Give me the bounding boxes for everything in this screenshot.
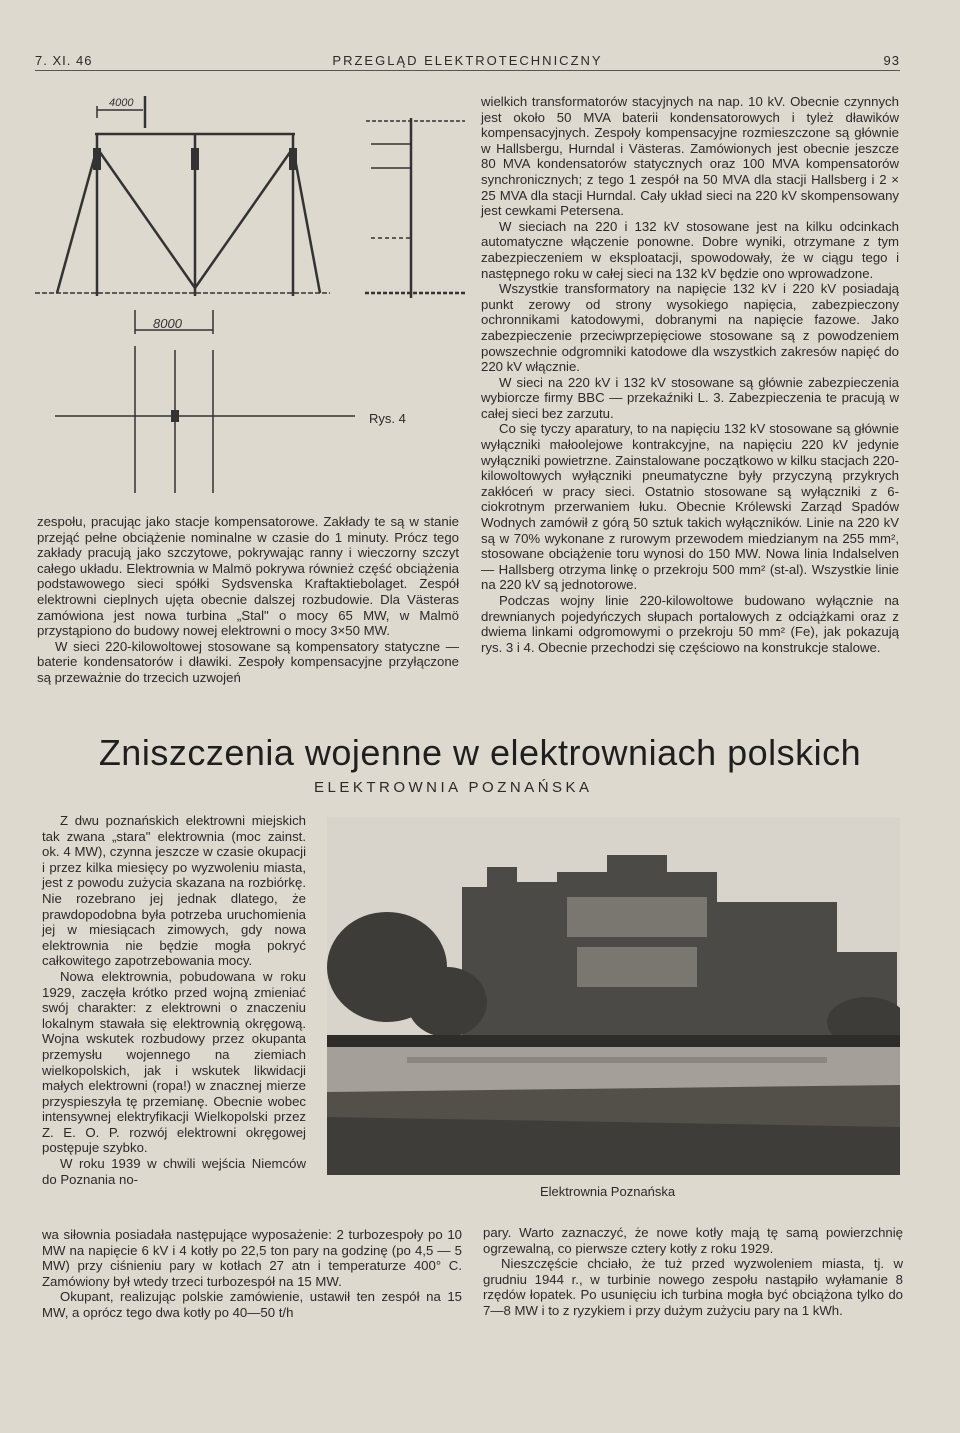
paragraph: W sieciach na 220 i 132 kV stosowane jest na kilku odcinkach automatyczne włączenie ponowne. Dobre wyniki, otrzymane z tym zabezpieczeniem w eksploatacji, spowodowały, że w ciągu tego i następnego roku w całej sieci na 132 kV będzie ono wprowadzone. xyxy=(481,218,899,281)
header-journal-title: PRZEGLĄD ELEKTROTECHNICZNY xyxy=(332,53,603,68)
paragraph: pary. Warto zaznaczyć, że nowe kotły mają tę samą powierzchnię ogrzewalną, co pierwsze cztery kotły z roku 1929. xyxy=(483,1225,903,1256)
paragraph: Co się tyczy aparatury, to na napięciu 132 kV stosowane są głównie wyłączniki małoolejowe kontrakcyjne, na napięciu 220 kV jedynie wyłączniki powietrzne. Zainstalowane początkowo w kilku stacjach 220-kilowoltowych wyłączniki pneumatyczne były przyczyną przykrych zakłóceń w pracy sieci. Ostatnio stosowane są wyłączniki z 6-ciokrotnym przerwaniem łuku. Obecnie Królewski Zarząd Spadów Wodnych zamówił z górą 50 sztuk takich wyłączników. Linie na 220 kV są w 70% wykonane z rurowym przewodem miedzianym na 255 mm², stosowane obciążenie toru wynosi do 150 MW. Nowa linia Indalselven — Hallsberg otrzyma linkę o przekroju 500 mm² (st-al). Wszystkie linie na 220 kV są jednotorowe. xyxy=(481,421,899,593)
article-left-column-continued xyxy=(42,1227,462,1321)
paragraph: W roku 1939 w chwili wejścia Niemców do Poznania no- xyxy=(42,1156,306,1187)
article-left-column xyxy=(42,813,306,1187)
pole-structure-figure xyxy=(35,88,465,498)
figure-caption: Rys. 4 xyxy=(369,411,406,426)
article-right-column xyxy=(483,1225,903,1319)
photo-caption: Elektrownia Poznańska xyxy=(540,1184,676,1199)
paragraph: wielkich transformatorów stacyjnych na nap. 10 kV. Obecnie czynnych jest około 50 MVA baterii kondensatorowych i tyleż dławików kompensacyjnych. Zespoły kompensacyjne rozmieszczone są głównie w Hallsbergu, Hurndal i Västeras. Zamówionych jest obecnie jeszcze 80 MVA kondensatorów statycznych oraz 100 MVA kompensatorów synchronicznych; z tego 1 zespół na 50 MVA dla stacji Hallsberg i 2 × 25 MVA dla stacji Hurndal. Cały układ sieci na 220 kV skompensowany jest cewkami Petersena. xyxy=(481,94,899,219)
header-page-number: 93 xyxy=(883,53,900,68)
paragraph: W sieci na 220 kV i 132 kV stosowane są głównie zabezpieczenia wybiorcze firmy BBC — przekaźniki L. 3. Zabezpieczenia te pracują w całej sieci bez zarzutu. xyxy=(481,374,899,421)
power-plant-photo xyxy=(327,817,900,1175)
paragraph: Podczas wojny linie 220-kilowoltowe budowano wyłącznie na drewnianych pojedyńczych słupach portalowych z odciążkami oraz z dwiema linkami odgromowymi o przekroju 50 mm² (Fe), jak pokazują rys. 3 i 4. Obecnie przechodzi się częściowo na konstrukcje stalowe. xyxy=(481,593,899,655)
paragraph: Nowa elektrownia, pobudowana w roku 1929, zaczęła krótko przed wojną zmieniać swój charakter: z elektrowni o znaczeniu lokalnym stawała się elektrownią okręgową. Wojna wskutek rozbudowy przez okupanta przemysłu wojennego na ziemiach wielkopolskich, jak i wskutek likwidacji małych elektrowni (ropa!) w znacznej mierze przyspieszyła tę przemianę. Obecnie wobec intensywnej elektryfikacji Wielkopolski przez Z. E. O. P. rozwój elektrowni okręgowej postępuje szybko. xyxy=(42,968,306,1156)
right-column-top-text xyxy=(481,94,899,655)
paragraph: Wszystkie transformatory na napięcie 132 kV i 220 kV posiadają punkt zerowy od strony wysokiego napięcia, zabezpieczony ochronnikami katodowymi, dobranymi na napięcie fazowe. Jako zabezpieczenie przeciwprzepięciowe stosowane są z powodzeniem powszechnie odgromniki katodowe dla wszystkich zakresów napięć do 220 kV włącznie. xyxy=(481,281,899,375)
header-date: 7. XI. 46 xyxy=(35,53,93,68)
article-subtitle: ELEKTROWNIA POZNAŃSKA xyxy=(314,779,593,796)
paragraph: Z dwu poznańskich elektrowni miejskich tak zwana „stara" elektrownia (moc zainst. ok. 4 MW), czynna jeszcze w czasie okupacji i przez kilka miesięcy po wyzwoleniu miasta, jest z powodu zużycia skazana na rozbiórkę. Nie rozebrano jej jednak dlatego, że prawdopodobna była potrzeba uruchomienia jej w miesiącach zimowych, gdy nowa elektrownia nie będzie mogła pokryć całkowitego zapotrzebowania mocy. xyxy=(42,813,306,969)
article-title: Zniszczenia wojenne w elektrowniach polskich xyxy=(98,732,862,773)
paragraph: zespołu, pracując jako stacje kompensatorowe. Zakłady te są w stanie przejąć pełne obciążenie nominalne w czasie do 1 minuty. Prócz tego zakłady pracują jako szczytowe, pokrywając ranny i wieczorny szczyt całego układu. Elektrownia w Malmö pokrywa również część obciążenia podstawowego sieci spółki Sydsvenska Kraftaktiebolaget. Zespół elektrowni cieplnych ujęta obecnie dalszej rozbudowie. Dla Västeras zamówiona jest nowa turbina „Stal" o mocy 65 MW, w Malmö przystąpiono do budowy nowej elektrowni o mocy 3×50 MW. xyxy=(37,514,459,639)
paragraph: W sieci 220-kilowoltowej stosowane są kompensatory statyczne — baterie kondensatorów i dławiki. Zespoły kompensacyjne przyłączone są przeważnie do trzecich uzwojeń xyxy=(37,638,459,685)
dimension-bottom-label: 8000 xyxy=(153,316,182,331)
running-header xyxy=(35,50,900,71)
paragraph: wa siłownia posiadała następujące wyposażenie: 2 turbozespoły po 10 MW na napięcie 6 kV i 4 kotły po 22,5 ton pary na godzinę (po 4,5 — 5 MW) przy ciśnieniu pary w kotłach 27 atn i temperaturze 400° C. Zamówiony był wtedy trzeci turbozespół na 15 MW. xyxy=(42,1227,462,1289)
left-column-top-text xyxy=(37,514,459,686)
paragraph: Nieszczęście chciało, że tuż przed wyzwoleniem miasta, tj. w grudniu 1944 r., w turbinie nowego zespołu nastąpiło wyłamanie 8 rzędów łopatek. Po usunięciu ich turbina mogła być obciążona tylko do 7—8 MW i to z ryzykiem i przy dużym zużyciu pary na 1 kWh. xyxy=(483,1256,903,1318)
paragraph: Okupant, realizując polskie zamówienie, ustawił ten zespół na 15 MW, a oprócz tego dwa kotły po 40—50 t/h xyxy=(42,1289,462,1320)
dimension-top-label: 4000 xyxy=(109,97,134,109)
